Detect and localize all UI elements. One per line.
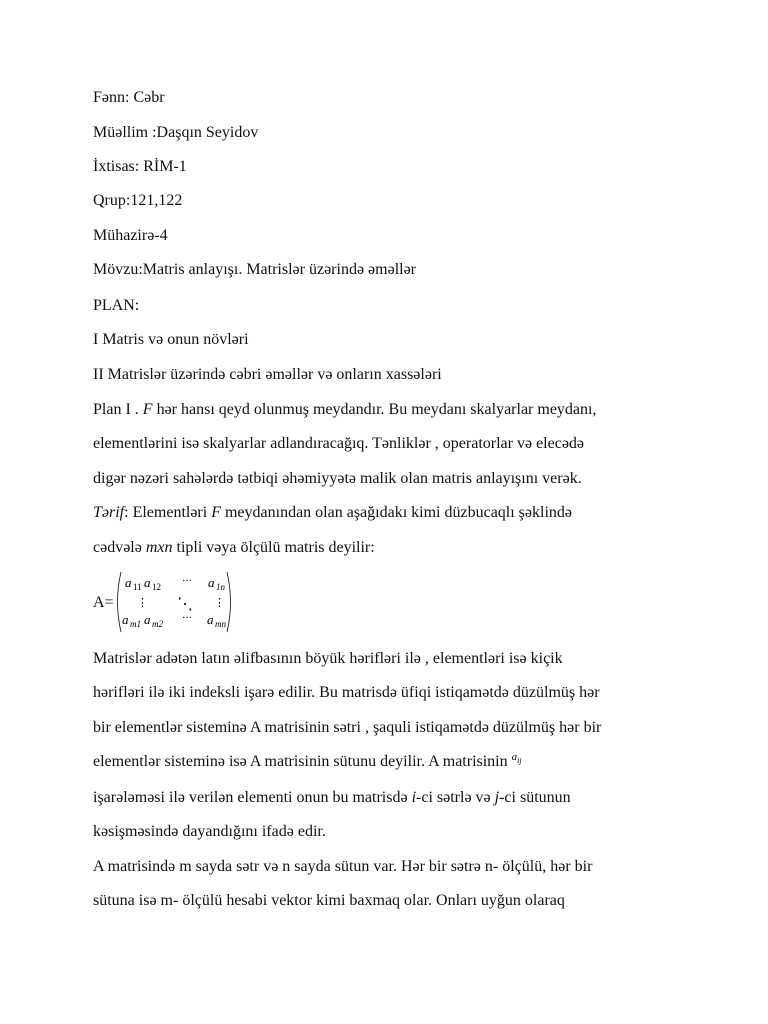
intro-line-1: [93, 400, 596, 420]
body-text: -ci sətrlə və: [416, 789, 495, 806]
body-line-5: [93, 788, 571, 808]
diagonal-dots: ⋱: [177, 596, 193, 613]
body-line-7: A matrisində m sayda sətr və n sayda sütun var. Hər bir sətrə n- ölçülü, hər bir: [93, 858, 593, 875]
body-text: elementlər sisteminə isə A matrisinin sütunu deyilir. A matrisinin: [93, 753, 512, 770]
svg-text:a: a: [125, 575, 132, 590]
definition-text: cədvələ: [93, 539, 146, 556]
body-line-6: kəsişməsində dayandığını ifadə edir.: [93, 823, 326, 840]
coln-vdots: ⋮: [214, 597, 225, 609]
body-line-3: bir elementlər sisteminə A matrisinin sətri , şaquli istiqamətdə düzülmüş hər bir: [93, 719, 602, 736]
field-symbol: F: [211, 504, 221, 521]
definition-line-1: [93, 503, 572, 523]
matrix-entry-a1n: [208, 575, 226, 592]
row1-hdots: ···: [182, 576, 192, 587]
body-line-8: sütuna isə m- ölçülü hesabi vektor kimi baxmaq olar. Onları uyğun olaraq: [93, 892, 565, 909]
rowm-hdots: ···: [182, 613, 192, 624]
svg-text:a: a: [208, 575, 215, 590]
body-text: -ci sütunun: [499, 789, 571, 806]
svg-text:12: 12: [152, 582, 161, 592]
body-line-2: hərifləri ilə iki indeksli işarə edilir. Bu matrisdə üfiqi istiqamətdə düzülmüş hər: [93, 684, 600, 701]
field-symbol: F: [142, 401, 153, 418]
matrix-svg: [115, 570, 245, 634]
col1-vdots: ⋮: [137, 597, 148, 609]
right-parenthesis: [227, 572, 231, 632]
topic-line: Mövzu:Matris anlayışı. Matrislər üzərində əməllər: [93, 261, 417, 278]
definition-text: : Elementləri: [124, 504, 212, 521]
svg-text:1n: 1n: [216, 582, 225, 592]
matrix-label: A=: [93, 594, 114, 611]
svg-text:m1: m1: [130, 619, 141, 629]
plan-item-2: II Matrislər üzərində cəbri əməllər və onların xassələri: [93, 366, 442, 383]
svg-text:a: a: [144, 575, 151, 590]
intro-line-2: elementlərini isə skalyarlar adlandıracağıq. Tənliklər , operatorlar və elecədə: [93, 435, 585, 452]
matrix-formula: [93, 570, 293, 634]
intro-text: hər hansı qeyd olunmuş meydandır. Bu meydanı skalyarlar meydanı,: [152, 401, 597, 418]
subject-line: Fənn: Cəbr: [93, 89, 165, 106]
definition-text: tipli vəya ölçülü matris deyilir:: [172, 539, 375, 556]
svg-text:a: a: [144, 612, 151, 627]
element-symbol-a: a: [511, 751, 518, 763]
body-text: işarələməsi ilə verilən elementi onun bu matrisdə: [93, 789, 412, 806]
matrix-entry-a12: [144, 575, 161, 592]
element-subscript-ij: ij: [517, 756, 522, 765]
matrix-entry-am1: [122, 612, 141, 629]
body-line-4: [93, 752, 522, 774]
definition-text: meydanından olan aşağıdakı kimi düzbucaqlı şəklində: [220, 504, 572, 521]
svg-text:a: a: [122, 612, 129, 627]
svg-text:mn: mn: [215, 619, 226, 629]
matrix-entry-amn: [207, 612, 226, 629]
teacher-line: Müəllim :Daşqın Seyidov: [93, 124, 259, 141]
group-line: Qrup:121,122: [93, 192, 183, 209]
index-i: i: [411, 789, 417, 806]
svg-text:11: 11: [133, 582, 142, 592]
lecture-line: Mühazirə-4: [93, 227, 168, 244]
intro-line-3: digər nəzəri sahələrdə tətbiqi əhəmiyyətə malik olan matris anlayışını verək.: [93, 470, 582, 487]
specialty-line: İxtisas: RİM-1: [93, 158, 187, 175]
plan-label: PLAN:: [93, 297, 140, 314]
svg-text:a: a: [207, 612, 214, 627]
svg-text:m2: m2: [152, 619, 163, 629]
intro-text: Plan I .: [93, 401, 143, 418]
body-line-1: Matrislər adətən latın əlifbasının böyük hərifləri ilə , elementləri isə kiçik: [93, 650, 563, 667]
definition-line-2: [93, 538, 375, 558]
definition-term: Tərif: [93, 504, 125, 521]
left-parenthesis: [118, 572, 122, 632]
index-j: j: [494, 789, 500, 806]
matrix-entry-a11: [125, 575, 142, 592]
matrix-entry-am2: [144, 612, 163, 629]
plan-item-1: I Matris və onun növləri: [93, 331, 249, 348]
mxn-symbol: mxn: [145, 539, 173, 556]
